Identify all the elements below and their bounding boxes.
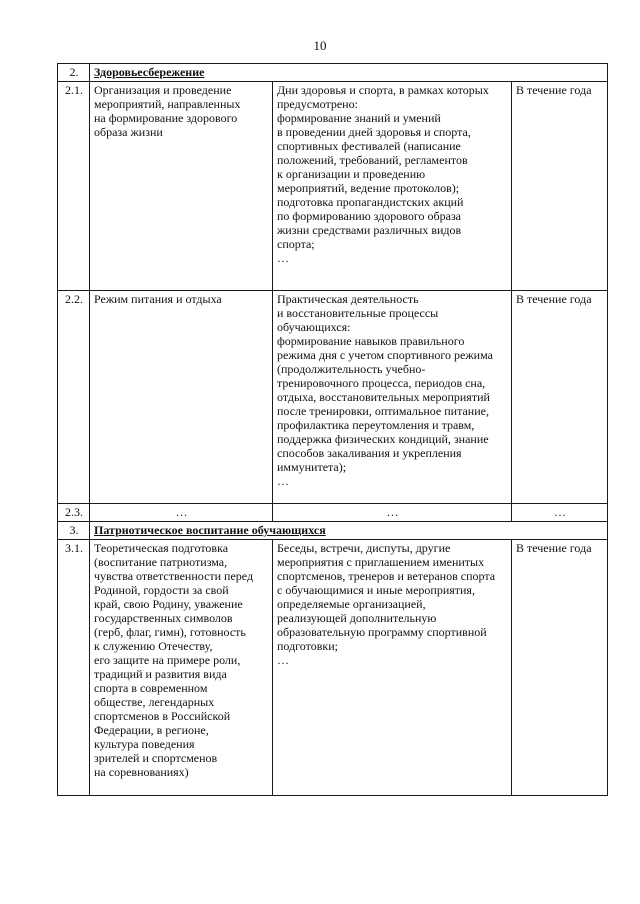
event-name-cell: Теоретическая подготовка (воспитание патриотизма, чувства ответственности перед Родиной, гордости за свой край, свою Родину, уважение государственных символов (герб, флаг, гимн), готовность к служению Отечеству, его защите на примере роли, традиций и развития вида спорта в современном обществе, легендарных спортсменов в Российской Федерации, в регионе, культура поведения зрителей и спортсменов на соревнованиях) <box>90 540 273 796</box>
event-content-cell: … <box>273 504 512 522</box>
row-number: 2.1. <box>58 82 90 291</box>
table-row <box>58 291 608 504</box>
event-content-cell: Практическая деятельность и восстановительные процессы обучающихся: формирование навыков правильного режима дня с учетом спортивного режима (продолжительность учебно- тренировочного процесса, периодов сна, отдыха, восстановительных мероприятий после тренировки, оптимальное питание, профилактика переутомления и травм, поддержка физических кондиций, знание способов закаливания и укрепления иммунитета); … <box>273 291 512 504</box>
row-number: 2.2. <box>58 291 90 504</box>
section-title: Патриотическое воспитание обучающихся <box>90 522 608 540</box>
event-term-cell: В течение года <box>512 291 608 504</box>
event-content-cell: Беседы, встречи, диспуты, другие мероприятия с приглашением именитых спортсменов, тренеров и ветеранов спорта с обучающимися и иные мероприятия, определяемые организацией, реализующей дополнительную образовательную программу спортивной подготовки; … <box>273 540 512 796</box>
table-row <box>58 82 608 291</box>
event-name-cell: Режим питания и отдыха <box>90 291 273 504</box>
event-term-cell: … <box>512 504 608 522</box>
row-number: 3.1. <box>58 540 90 796</box>
event-name-cell: … <box>90 504 273 522</box>
table-row-ellipsis <box>58 504 608 522</box>
row-number: 3. <box>58 522 90 540</box>
plan-table <box>57 63 608 796</box>
section-title: Здоровьесбережение <box>90 64 608 82</box>
row-number: 2.3. <box>58 504 90 522</box>
event-term-cell: В течение года <box>512 540 608 796</box>
table-row <box>58 540 608 796</box>
event-content-cell: Дни здоровья и спорта, в рамках которых предусмотрено: формирование знаний и умений в проведении дней здоровья и спорта, спортивных фестивалей (написание положений, требований, регламентов к организации и проведению мероприятий, ведение протоколов); подготовка пропагандистских акций по формированию здорового образа жизни средствами различных видов спорта; … <box>273 82 512 291</box>
section-row-patriotic <box>58 522 608 540</box>
page-number: 10 <box>313 38 327 53</box>
row-number: 2. <box>58 64 90 82</box>
section-row-health <box>58 64 608 82</box>
event-name-cell: Организация и проведение мероприятий, направленных на формирование здорового образа жизни <box>90 82 273 291</box>
event-term-cell: В течение года <box>512 82 608 291</box>
